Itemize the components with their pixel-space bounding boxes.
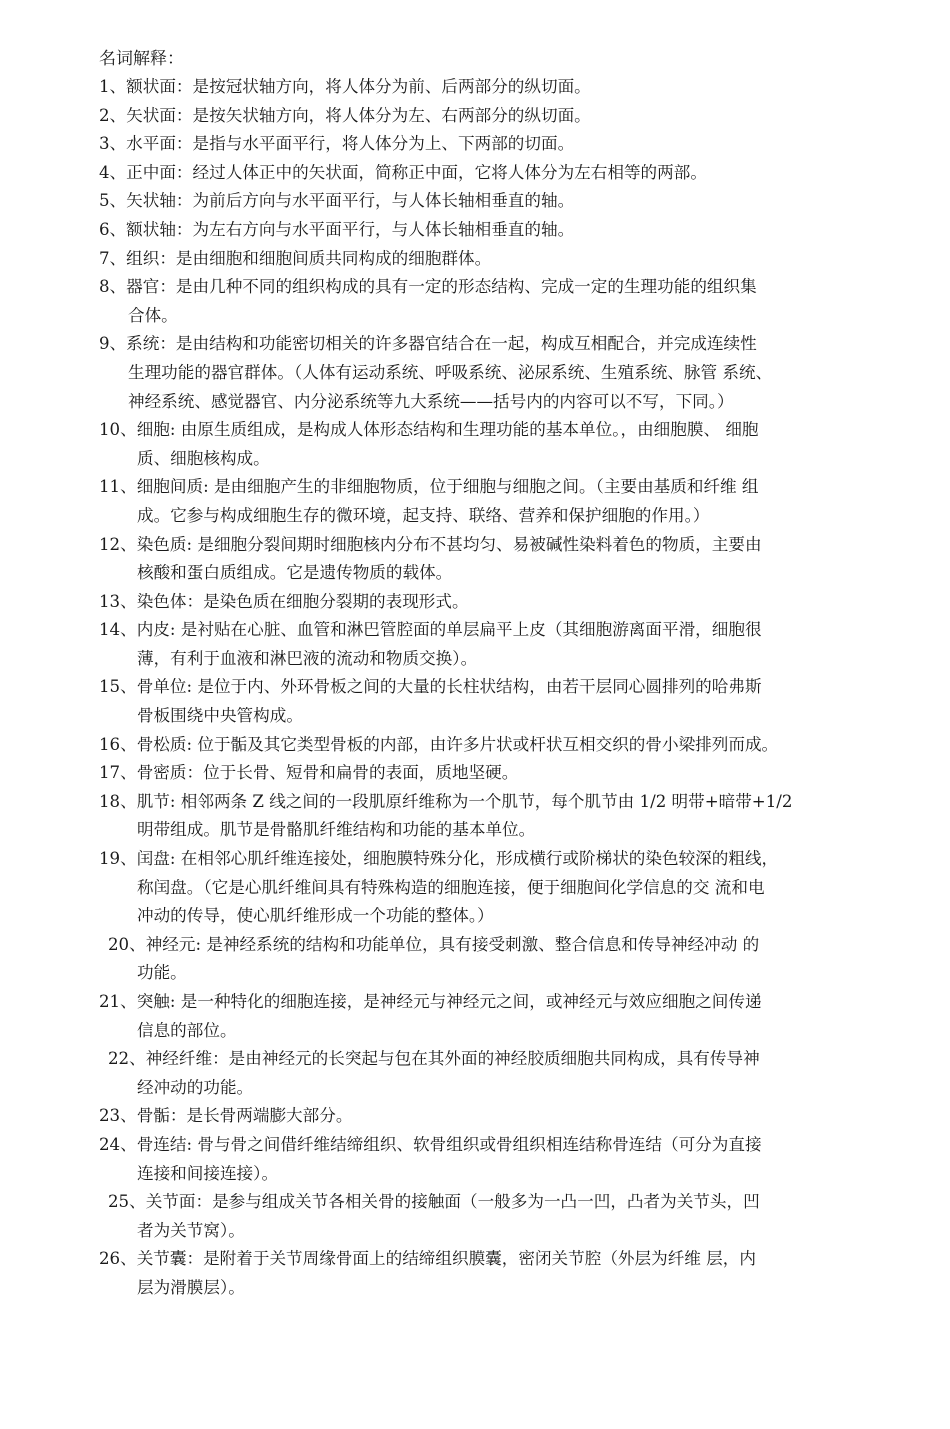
definition-item — [0, 73, 750, 102]
definition-line: 21、突触: 是一种特化的细胞连接，是神经元与神经元之间，或神经元与效应细胞之间传递 — [99, 992, 762, 1011]
definition-continuation-line: 薄，有利于血液和淋巴液的流动和物质交换）。 — [137, 648, 478, 668]
definition-continuation-line: 生理功能的器官群体。（人体有运动系统、呼吸系统、泌尿系统、生殖系统、脉管 系统、 — [128, 362, 773, 382]
definition-item — [0, 616, 762, 673]
definition-line: 5、矢状轴：为前后方向与水平面平行，与人体长轴相垂直的轴。 — [99, 191, 575, 211]
definition-continuation-line: 核酸和蛋白质组成。它是遗传物质的载体。 — [137, 563, 453, 583]
definition-line: 22、神经纤维：是由神经元的长突起与包在其外面的神经胶质细胞共同构成，具有传导神 — [108, 1049, 760, 1069]
definition-item — [0, 931, 760, 988]
definition-item — [0, 588, 750, 617]
definition-item — [0, 473, 759, 530]
definition-line: 4、正中面：经过人体正中的矢状面，简称正中面，它将人体分为左右相等的两部。 — [99, 162, 707, 182]
definition-line: 17、骨密质：位于长骨、短骨和扁骨的表面，质地坚硬。 — [99, 763, 519, 783]
definition-continuation-line: 神经系统、感觉器官、内分泌系统等九大系统——括号内的内容可以不写，下同。） — [128, 391, 734, 411]
definition-continuation-line: 冲动的传导，使心肌纤维形成一个功能的整体。） — [137, 906, 494, 926]
definition-item — [0, 245, 750, 274]
definition-line: 18、肌节: 相邻两条 Z 线之间的一段肌原纤维称为一个肌节，每个肌节由 1/2 明带+暗带+1/2 — [99, 791, 793, 811]
definition-line: 11、细胞间质: 是由细胞产生的非细胞物质，位于细胞与细胞之间。（主要由基质和纤维 组 — [99, 477, 759, 497]
definition-continuation-line: 骨板围绕中央管构成。 — [137, 706, 303, 726]
definition-line: 25、关节面：是参与组成关节各相关骨的接触面（一般多为一凸一凹，凸者为关节头，凹 — [108, 1192, 760, 1212]
definition-item — [0, 102, 750, 131]
definition-continuation-line: 层为滑膜层）。 — [137, 1277, 245, 1297]
definition-item — [0, 1045, 760, 1102]
definition-line: 6、额状轴：为左右方向与水平面平行，与人体长轴相垂直的轴。 — [99, 219, 575, 239]
definition-line: 7、组织：是由细胞和细胞间质共同构成的细胞群体。 — [99, 248, 492, 268]
definition-line: 19、闰盘: 在相邻心肌纤维连接处，细胞膜特殊分化，形成横行或阶梯状的染色较深的粗线， — [99, 849, 779, 869]
section-heading: 名词解释： — [99, 49, 184, 69]
definition-line: 1、额状面：是按冠状轴方向，将人体分为前、后两部分的纵切面。 — [99, 77, 591, 96]
definition-item — [0, 788, 793, 845]
definition-item — [0, 187, 750, 216]
definition-item — [0, 673, 762, 730]
definition-continuation-line: 称闰盘。（它是心肌纤维间具有特殊构造的细胞连接，便于细胞间化学信息的交 流和电 — [137, 877, 765, 897]
definition-continuation-line: 者为关节窝）。 — [137, 1220, 245, 1240]
definition-item — [0, 1131, 762, 1188]
definition-line: 23、骨骺：是长骨两端膨大部分。 — [99, 1106, 353, 1126]
definition-line: 12、染色质: 是细胞分裂间期时细胞核内分布不甚均匀、易被碱性染料着色的物质，主要由 — [99, 534, 762, 554]
definition-continuation-line: 合体。 — [128, 305, 178, 325]
definition-item — [0, 731, 779, 760]
definition-line: 24、骨连结: 骨与骨之间借纤维结缔组织、软骨组织或骨组织相连结称骨连结（可分为直接 — [99, 1134, 762, 1154]
definition-continuation-line: 信息的部位。 — [137, 1020, 237, 1040]
definition-item — [0, 130, 750, 159]
definition-line: 20、神经元: 是神经系统的结构和功能单位，具有接受刺激、整合信息和传导神经冲动 的 — [108, 934, 760, 954]
definition-line: 14、内皮: 是衬贴在心脏、血管和淋巴管腔面的单层扁平上皮（其细胞游离面平滑，细胞很 — [99, 620, 762, 640]
definition-item — [0, 759, 750, 788]
definition-item — [0, 216, 750, 245]
definition-line: 8、器官：是由几种不同的组织构成的具有一定的形态结构、完成一定的生理功能的组织集 — [99, 277, 757, 297]
definition-line: 13、染色体：是染色质在细胞分裂期的表现形式。 — [99, 591, 469, 611]
definition-item — [0, 1102, 750, 1131]
definition-line: 15、骨单位: 是位于内、外环骨板之间的大量的长柱状结构，由若干层同心圆排列的哈弗斯 — [99, 677, 762, 697]
definition-item — [0, 1245, 756, 1302]
definition-line: 16、骨松质: 位于骺及其它类型骨板的内部，由许多片状或杆状互相交织的骨小梁排列而成。 — [99, 734, 779, 754]
definition-item — [0, 988, 762, 1045]
definition-item — [0, 1188, 760, 1245]
definition-continuation-line: 明带组成。肌节是骨骼肌纤维结构和功能的基本单位。 — [137, 820, 536, 840]
definition-list — [0, 73, 950, 1303]
definition-item — [0, 416, 759, 473]
definition-item — [0, 845, 779, 931]
definition-continuation-line: 功能。 — [137, 963, 187, 983]
definition-item — [0, 159, 750, 188]
definition-line: 3、水平面：是指与水平面平行，将人体分为上、下两部的切面。 — [99, 134, 575, 154]
definition-line: 9、系统：是由结构和功能密切相关的许多器官结合在一起，构成互相配合，并完成连续性 — [99, 334, 757, 354]
definition-continuation-line: 质、细胞核构成。 — [137, 448, 270, 468]
definition-item — [0, 330, 773, 416]
definition-line: 26、关节囊：是附着于关节周缘骨面上的结缔组织膜囊，密闭关节腔（外层为纤维 层，内 — [99, 1249, 756, 1269]
definition-item — [0, 531, 762, 588]
definition-continuation-line: 连接和间接连接）。 — [137, 1163, 279, 1183]
definition-line: 10、细胞: 由原生质组成，是构成人体形态结构和生理功能的基本单位。，由细胞膜、 细胞 — [99, 420, 759, 440]
definition-line: 2、矢状面：是按矢状轴方向，将人体分为左、右两部分的纵切面。 — [99, 105, 591, 125]
definition-continuation-line: 经冲动的功能。 — [137, 1077, 254, 1097]
definition-item — [0, 273, 757, 330]
definition-continuation-line: 成。它参与构成细胞生存的微环境，起支持、联络、营养和保护细胞的作用。） — [137, 505, 710, 525]
